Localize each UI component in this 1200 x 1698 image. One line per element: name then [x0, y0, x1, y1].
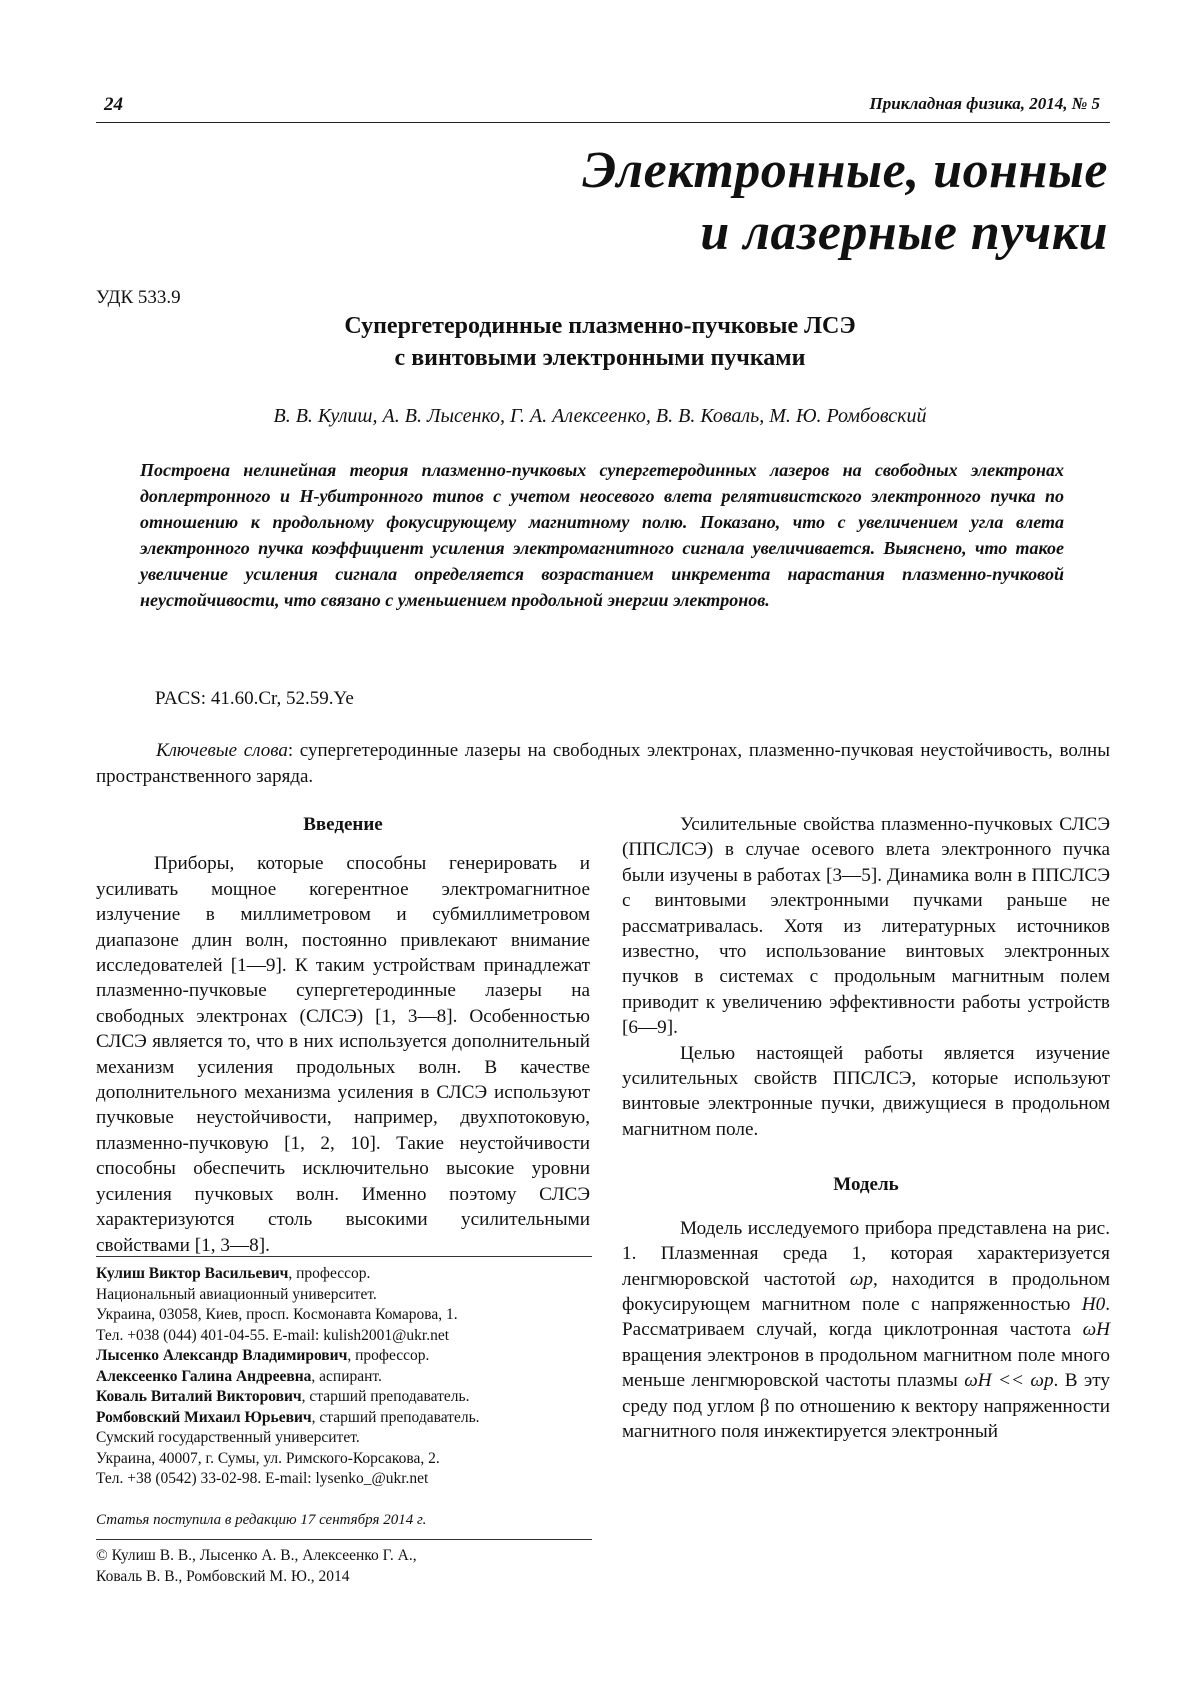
model-heading: Модель — [833, 1174, 899, 1196]
udk-code: УДК 533.9 — [96, 287, 181, 308]
omega-h-symbol: ωH — [1082, 1319, 1110, 1341]
section-title — [582, 140, 1108, 264]
author-2: Лысенко Александр Владимирович, профессор. — [96, 1347, 430, 1364]
page-number: 24 — [104, 94, 123, 115]
copyright-line-1: © Кулиш В. В., Лысенко А. В., Алексеенко Г. А., — [96, 1547, 417, 1564]
model-paragraph-1: Модель исследуемого прибора представлена на рис. 1. Плазменная среда 1, которая характеризуется ленгмюровской частотой ωp, находится в продольном фокусирующем магнитном поле с напряженностью H0. Рассматриваем случай, когда циклотронная частота ωH вращения электронов в продольном магнитном поле много меньше ленгмюровской частоты плазмы ωH << ωp. В эту среду под углом β по отношению к вектору напряженности магнитного поля инжектируется электронный — [622, 1217, 1110, 1442]
affiliation-1-line-2: Украина, 03058, Киев, просп. Космонавта Комарова, 1. — [96, 1306, 458, 1323]
h0-symbol: H0 — [1081, 1293, 1106, 1315]
author-3: Алексеенко Галина Андреевна, аспирант. — [96, 1367, 382, 1385]
footnote-divider — [96, 1256, 592, 1257]
affiliation-2-line-1: Сумский государственный университет. — [96, 1429, 360, 1446]
copyright-line-2: Коваль В. В., Ромбовский М. Ю., 2014 — [96, 1568, 350, 1585]
authors: В. В. Кулиш, А. В. Лысенко, Г. А. Алексеенко, В. В. Коваль, М. Ю. Ромбовский — [273, 405, 927, 427]
copyright — [96, 1545, 592, 1587]
article-title-line-1: Супергетеродинные плазменно-пучковые ЛСЭ — [344, 313, 856, 339]
section-title-line-1: Электронные, ионные — [582, 142, 1108, 199]
abstract: Построена нелинейная теория плазменно-пучковых супергетеродинных лазеров на свободных электронах доплертронного и H-убитронного типов с учетом неосевого влета релятивистского электронного пучка по отношению к продольному фокусирующему магнитному полю. Показано, что с увеличением угла влета электронного пучка коэффициент усиления электромагнитного сигнала увеличивается. Выяснено, что такое увеличение усиления сигнала определяется возрастанием инкремента нарастания плазменно-пучковой неустойчивости, что связано с уменьшением продольной энергии электронов. — [140, 460, 1064, 610]
introduction-paragraph-1: Приборы, которые способны генерировать и усиливать мощное когерентное электромагнитное излучение в миллиметровом и субмиллиметровом диапазоне длин волн, постоянно привлекают внимание исследователей [1—9]. К таким устройствам принадлежат плазменно-пучковые супергетеродинные лазеры на свободных электронах (СЛСЭ) [1, 3—8]. Особенностью СЛСЭ является то, что в них используется дополнительный механизм усиления продольных волн. В качестве дополнительного механизма усиления в СЛСЭ используют пучковые неустойчивости, например, двухпотоковую, плазменно-пучковую [1, 2, 10]. Такие неустойчивости способны обеспечить исключительно высокие уровни усиления пучковых волн. Именно поэтому СЛСЭ характеризуются столь высокими усилительными свойствами [1, 3—8]. — [96, 853, 590, 1256]
omega-p-symbol: ωp — [849, 1268, 873, 1290]
author-1: Кулиш Виктор Васильевич, профессор. — [96, 1265, 371, 1282]
affiliation-1-line-1: Национальный авиационный университет. — [96, 1285, 377, 1303]
frequency-inequality: ωH << ωp — [964, 1370, 1054, 1392]
keywords-text: : супергетеродинные лазеры на свободных электронах, плазменно-пучковая неустойчивость, волны пространственного заряда. — [96, 740, 1110, 787]
journal-reference: Прикладная физика, 2014, № 5 — [869, 94, 1100, 113]
running-header — [96, 90, 1110, 123]
section-title-line-2: и лазерные пучки — [700, 204, 1108, 261]
article-title-line-2: с винтовыми электронными пучками — [394, 345, 806, 371]
affiliation-2-line-3: Тел. +38 (0542) 33-02-98. E-mail: lysenko_@ukr.net — [96, 1470, 429, 1487]
affiliation-2-line-2: Украина, 40007, г. Сумы, ул. Римского-Корсакова, 2. — [96, 1449, 440, 1467]
introduction-paragraph-3: Целью настоящей работы является изучение усилительных свойств ППСЛСЭ, которые используют винтовые электронные пучки, движущиеся в продольном магнитном поле. — [622, 1042, 1110, 1140]
left-column — [96, 812, 590, 1258]
affiliation-1-line-3: Тел. +038 (044) 401-04-55. E-mail: kulish2001@ukr.net — [96, 1326, 450, 1344]
received-date: Статья поступила в редакцию 17 сентября 2014 г. — [96, 1512, 427, 1528]
keywords-label: Ключевые слова — [156, 740, 288, 761]
author-footnote — [96, 1264, 592, 1490]
author-4: Коваль Виталий Викторович, старший преподаватель. — [96, 1388, 470, 1405]
introduction-heading: Введение — [303, 814, 383, 835]
author-5: Ромбовский Михаил Юрьевич, старший преподаватель. — [96, 1408, 480, 1426]
copyright-divider — [96, 1539, 592, 1540]
keywords — [96, 738, 1110, 790]
article-title — [200, 310, 1000, 374]
pacs-codes: PACS: 41.60.Cr, 52.59.Ye — [155, 688, 354, 709]
introduction-paragraph-2: Усилительные свойства плазменно-пучковых СЛСЭ (ППСЛСЭ) в случае осевого влета электронного пучка были изучены в работах [3—5]. Динамика волн в ППСЛСЭ с винтовыми электронными пучками раньше не рассматривалась. Хотя из литературных источников известно, что использование винтовых электронных пучков в системах с продольным магнитным полем приводит к увеличению эффективности работы устройств [6—9]. — [622, 814, 1110, 1039]
right-column — [622, 812, 1110, 1444]
